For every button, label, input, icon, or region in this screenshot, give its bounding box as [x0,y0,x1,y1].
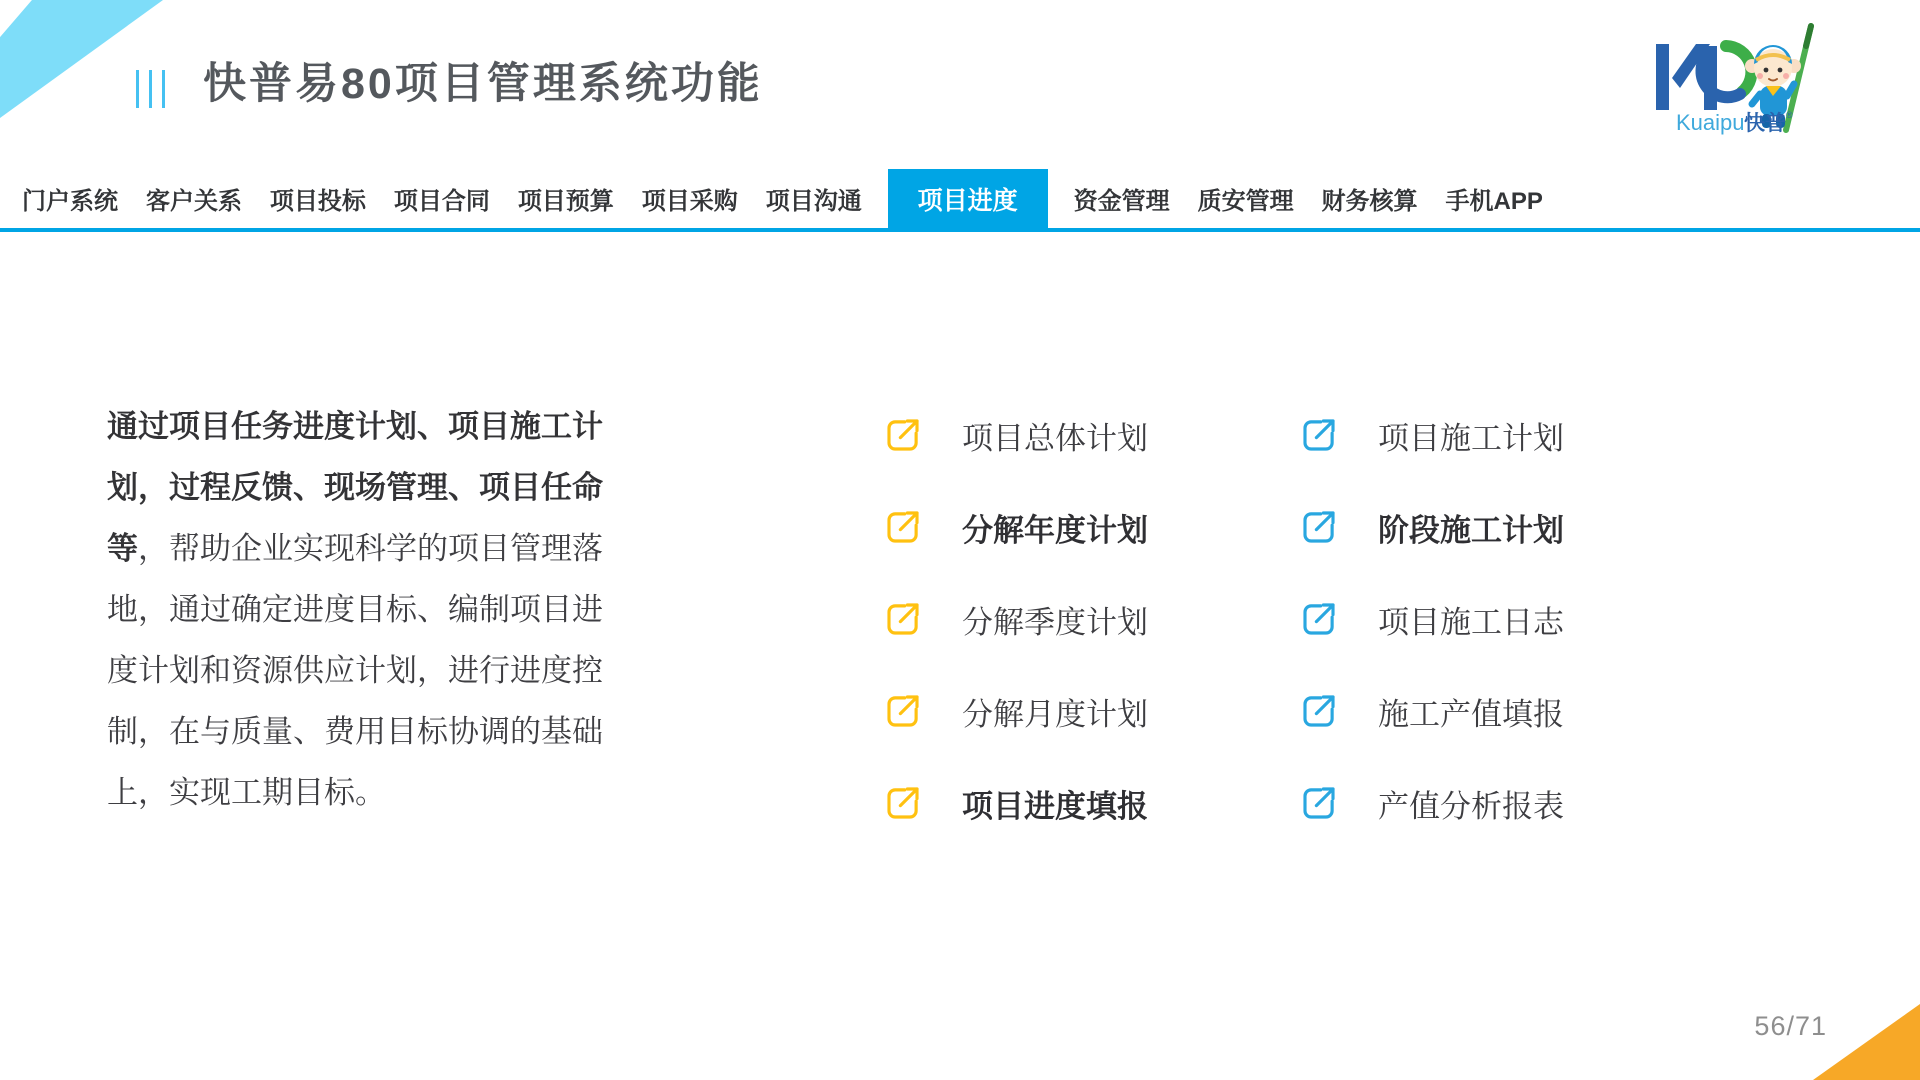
page-title: 快普易80项目管理系统功能 [203,60,763,108]
logo-registered-mark: ® [1786,110,1793,120]
feature-label: 分解月度计划 [962,696,1148,732]
feature-label: 阶段施工计划 [1378,512,1564,548]
kp-mark [1656,44,1751,110]
page-number: 56/71 [1754,1011,1827,1041]
feature-column-right [1298,389,1718,849]
external-link-icon [882,506,924,548]
feature-label: 分解年度计划 [962,512,1148,548]
feature-label: 项目施工日志 [1378,604,1564,640]
external-link-icon [882,782,924,824]
nav-bar [0,169,1920,232]
logo-latin-text: Kuaipu [1676,110,1745,135]
nav-tab-procurement[interactable]: 项目采购 [641,188,738,215]
feature-label: 产值分析报表 [1378,788,1564,824]
external-link-icon [1298,414,1340,456]
external-link-icon [1298,598,1340,640]
feature-item-overall-plan[interactable] [882,389,1282,481]
intro-regular-text: ，帮助企业实现科学的项目管理落地，通过确定进度目标、编制项目进度计划和资源供应计划，进行进度控制，在与质量、费用目标协调的基础上，实现工期目标。 [107,531,603,810]
nav-tab-finance[interactable]: 财务核算 [1321,188,1418,215]
feature-item-construction-log[interactable] [1298,573,1718,665]
nav-tab-mobile-app[interactable]: 手机APP [1445,188,1543,215]
corner-triangle-shape [1813,1004,1920,1080]
nav-tab-contract[interactable]: 项目合同 [393,188,490,215]
nav-tab-portal[interactable]: 门户系统 [22,188,118,215]
feature-label: 施工产值填报 [1378,696,1564,732]
nav-tab-crm[interactable]: 客户关系 [145,188,242,215]
feature-item-annual-plan[interactable] [882,481,1282,573]
feature-item-quarterly-plan[interactable] [882,573,1282,665]
feature-item-output-value-report[interactable] [1298,665,1718,757]
feature-column-left [882,389,1282,849]
external-link-icon [1298,782,1340,824]
title-accent-bars [136,70,165,108]
feature-item-construction-plan[interactable] [1298,389,1718,481]
feature-item-stage-construction-plan[interactable] [1298,481,1718,573]
feature-label: 项目进度填报 [962,788,1148,824]
feature-label: 项目施工计划 [1378,420,1564,456]
nav-tab-communication[interactable]: 项目沟通 [765,188,862,215]
nav-tab-quality-safety[interactable]: 质安管理 [1197,188,1294,215]
external-link-icon [882,690,924,732]
intro-bold-text: 通过项目任务进度计划、项目施工计划，过程反馈、现场管理、项目任命等 [107,409,603,566]
nav-tab-bidding[interactable]: 项目投标 [269,188,366,215]
feature-item-progress-report[interactable] [882,757,1282,849]
nav-tab-progress-active[interactable]: 项目进度 [888,169,1048,228]
external-link-icon [1298,506,1340,548]
nav-tab-funds[interactable]: 资金管理 [1073,188,1170,215]
intro-paragraph [107,396,609,823]
feature-label: 项目总体计划 [962,420,1148,456]
external-link-icon [882,414,924,456]
feature-item-output-analysis-report[interactable] [1298,757,1718,849]
external-link-icon [882,598,924,640]
kuaipu-logo [1648,18,1838,140]
nav-tab-budget[interactable]: 项目预算 [517,188,614,215]
feature-label: 分解季度计划 [962,604,1148,640]
feature-item-monthly-plan[interactable] [882,665,1282,757]
logo-cjk-text: 快普 [1744,112,1786,135]
external-link-icon [1298,690,1340,732]
